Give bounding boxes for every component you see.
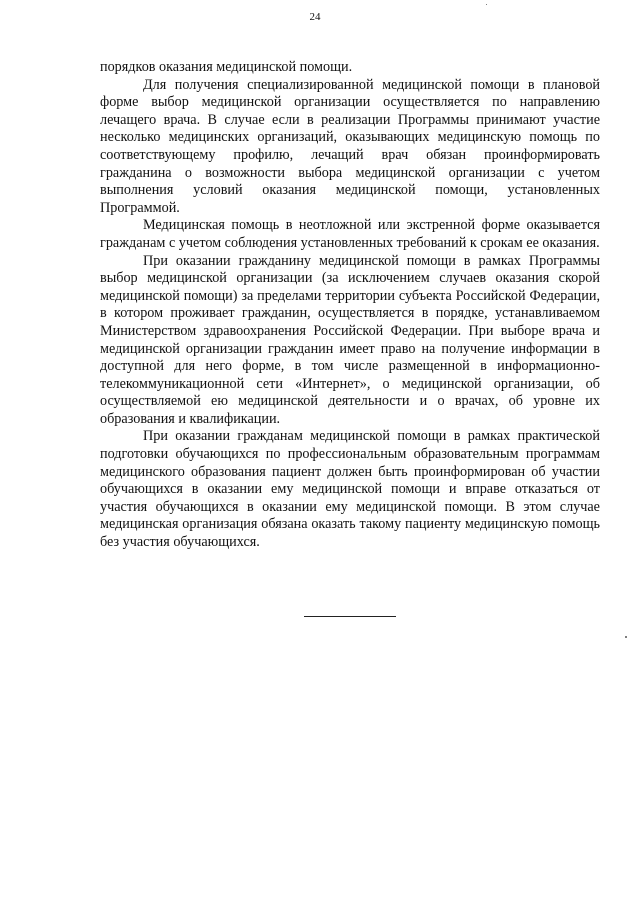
scan-speck <box>486 4 487 5</box>
closing-rule <box>304 616 396 617</box>
paragraph-continuation: порядков оказания медицинской помощи. <box>100 59 353 75</box>
paragraph-emergency-care: Медицинская помощь в неотложной или экстренной форме оказывается гражданам с учетом соблюдения установленных требований к срокам ее оказания. <box>100 217 600 251</box>
document-body <box>100 59 600 552</box>
scan-speck <box>625 636 627 638</box>
page-number: 24 <box>309 11 321 23</box>
paragraph-students-participation: При оказании гражданам медицинской помощи в рамках практической подготовки обучающихся по профессиональным образовательным программам медицинского образования пациент должен быть проинформирован об участии обучающихся в оказании ему медицинской помощи и вправе отказаться от участия обучающихся в оказании ему медицинской помощи. В этом случае медицинская организация обязана оказать такому пациенту медицинскую помощь без участия обучающихся. <box>100 428 600 551</box>
paragraph-organization-choice: При оказании гражданину медицинской помощи в рамках Программы выбор медицинской организации (за исключением случаев оказания скорой медицинской помощи) за пределами территории субъекта Российской Федерации, в котором проживает гражданин, осуществляется в порядке, устанавливаемом Министерством здравоохранения Российской Федерации. При выборе врача и медицинской организации гражданин имеет право на получение информации в доступной для него форме, в том числе размещенной в информационно-телекоммуникационной сети «Интернет», о медицинской организации, об осуществляемой ею медицинской деятельности и о врачах, об уровне их образования и квалификации. <box>100 252 600 427</box>
paragraph-planned-care: Для получения специализированной медицинской помощи в плановой форме выбор медицинской организации осуществляется по направлению лечащего врача. В случае если в реализации Программы принимают участие несколько медицинских организаций, оказывающих медицинскую помощь по соответствующему профилю, лечащий врач обязан проинформировать гражданина о возможности выбора медицинской организации с учетом выполнения условий оказания медицинской помощи, установленных Программой. <box>100 76 600 216</box>
